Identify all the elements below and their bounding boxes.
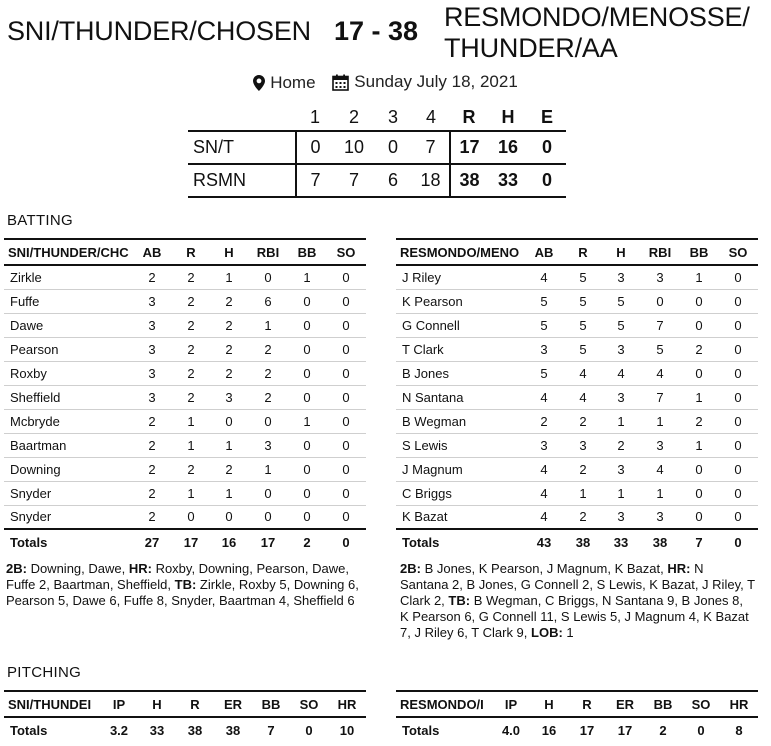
stat-cell: 4.0 (492, 717, 530, 742)
column-header: AB (132, 239, 172, 265)
stat-cell: 0 (326, 385, 366, 409)
column-header: ER (606, 691, 644, 717)
stat-cell: 2 (172, 265, 210, 289)
inning-score: 7 (334, 164, 374, 197)
player-name: S Lewis (396, 433, 524, 457)
stat-cell: 0 (288, 481, 326, 505)
player-row (396, 433, 758, 457)
stat-cell: 0 (172, 505, 210, 529)
stat-cell: 3 (248, 433, 288, 457)
pitching-totals-row (396, 717, 758, 742)
stat-cell: 7 (640, 313, 680, 337)
stat-cell: 0 (680, 481, 718, 505)
stat-cell: 0 (248, 505, 288, 529)
stat-cell: 3 (602, 457, 640, 481)
column-header: R (172, 239, 210, 265)
stat-cell: 2 (248, 337, 288, 361)
inning-score: 10 (334, 131, 374, 164)
stat-cell: 4 (524, 457, 564, 481)
player-row (4, 337, 366, 361)
stat-cell: 0 (288, 457, 326, 481)
stat-cell: 3 (132, 337, 172, 361)
player-name: J Riley (396, 265, 524, 289)
stat-cell: 0 (288, 337, 326, 361)
inning-score: 7 (412, 131, 450, 164)
stat-cell: 17 (172, 529, 210, 554)
stat-cell: 0 (210, 409, 248, 433)
stat-cell: 0 (718, 433, 758, 457)
stat-cell: 3 (132, 361, 172, 385)
pitching-table-away (396, 690, 758, 742)
column-header: BB (252, 691, 290, 717)
player-row (396, 409, 758, 433)
stat-cell: 2 (524, 409, 564, 433)
stat-cell: 27 (132, 529, 172, 554)
stat-cell: 1 (680, 265, 718, 289)
player-row (396, 457, 758, 481)
stat-cell: 0 (248, 409, 288, 433)
stat-cell: 2 (172, 361, 210, 385)
stat-cell: 3 (564, 433, 602, 457)
stat-cell: 2 (680, 337, 718, 361)
stat-cell: 5 (524, 361, 564, 385)
stat-cell: 0 (680, 505, 718, 529)
stat-cell: 7 (680, 529, 718, 554)
stat-cell: 17 (568, 717, 606, 742)
stat-cell: 3 (602, 337, 640, 361)
stat-cell: 3.2 (100, 717, 138, 742)
stat-cell: 3 (640, 265, 680, 289)
stat-cell: 1 (172, 433, 210, 457)
player-name: Roxby (4, 361, 132, 385)
column-header: HR (720, 691, 758, 717)
stat-cell: 4 (524, 481, 564, 505)
stat-cell: 6 (248, 289, 288, 313)
column-header: SO (326, 239, 366, 265)
final-score: 17 - 38 (334, 16, 419, 46)
game-header (0, 0, 771, 72)
stat-cell: 0 (248, 481, 288, 505)
batting-totals-row (4, 529, 366, 554)
stat-cell: 2 (132, 457, 172, 481)
player-name: T Clark (396, 337, 524, 361)
player-row (396, 505, 758, 529)
column-header: H (138, 691, 176, 717)
stat-cell: 0 (326, 289, 366, 313)
stat-cell: 3 (640, 433, 680, 457)
stat-cell: 1 (602, 409, 640, 433)
column-header: IP (492, 691, 530, 717)
stat-cell: 0 (680, 289, 718, 313)
player-row (4, 481, 366, 505)
pitching-totals-row (4, 717, 366, 742)
player-name: G Connell (396, 313, 524, 337)
stat-cell: 5 (524, 289, 564, 313)
stat-cell: 0 (718, 457, 758, 481)
player-row (4, 433, 366, 457)
stat-cell: 4 (524, 385, 564, 409)
stat-cell: 3 (602, 265, 640, 289)
stat-cell: 2 (288, 529, 326, 554)
player-row (396, 337, 758, 361)
stat-cell: 17 (248, 529, 288, 554)
column-header: R (176, 691, 214, 717)
stat-cell: 2 (644, 717, 682, 742)
note-text: B Jones, K Pearson, J Magnum, K Bazat, (420, 561, 668, 576)
stat-cell: 1 (564, 481, 602, 505)
stat-cell: 0 (680, 457, 718, 481)
column-header: H (210, 239, 248, 265)
column-header: BB (680, 239, 718, 265)
player-row (396, 385, 758, 409)
stat-cell: 4 (524, 505, 564, 529)
batting-notes-away (400, 561, 755, 641)
player-name: Mcbryde (4, 409, 132, 433)
stat-cell: 17 (606, 717, 644, 742)
player-row (396, 313, 758, 337)
stat-cell: 5 (564, 337, 602, 361)
stat-cell: 0 (718, 409, 758, 433)
stat-cell: 0 (718, 265, 758, 289)
linescore-team: RSMN (188, 164, 296, 197)
stat-cell: 7 (252, 717, 290, 742)
team-column-header: RESMONDO/I (396, 691, 492, 717)
batting-totals-row (396, 529, 758, 554)
stat-cell: 0 (682, 717, 720, 742)
player-name: Dawe (4, 313, 132, 337)
runs-header: R (462, 107, 476, 127)
stat-cell: 10 (328, 717, 366, 742)
note-label: 2B: (6, 561, 27, 576)
stat-cell: 5 (564, 289, 602, 313)
column-header: RBI (640, 239, 680, 265)
stat-cell: 5 (524, 313, 564, 337)
stat-cell: 0 (288, 505, 326, 529)
stat-cell: 0 (718, 529, 758, 554)
stat-cell: 1 (210, 433, 248, 457)
stat-cell: 0 (248, 265, 288, 289)
stat-cell: 38 (564, 529, 602, 554)
player-name: J Magnum (396, 457, 524, 481)
stat-cell: 3 (210, 385, 248, 409)
inning-score: 0 (374, 131, 412, 164)
stat-cell: 0 (680, 361, 718, 385)
stat-cell: 3 (602, 505, 640, 529)
totals-label: Totals (4, 717, 100, 742)
note-text: Zirkle, Roxby 5, Downing 6, Pearson 5, Dawe 6, Fuffe 8, Snyder, Baartman 4, Sheffield 6 (6, 577, 359, 608)
column-header: BB (644, 691, 682, 717)
player-row (4, 265, 366, 289)
player-row (396, 289, 758, 313)
note-label: 2B: (400, 561, 421, 576)
stat-cell: 0 (718, 337, 758, 361)
player-name: Zirkle (4, 265, 132, 289)
stat-cell: 0 (640, 289, 680, 313)
stat-cell: 3 (132, 385, 172, 409)
stat-cell: 2 (680, 409, 718, 433)
player-name: K Bazat (396, 505, 524, 529)
batting-notes-home (6, 561, 366, 609)
linescore-row-away (188, 164, 566, 197)
player-row (4, 289, 366, 313)
map-pin-icon (253, 75, 265, 91)
inning-header: 4 (425, 107, 436, 127)
note-label: TB: (174, 577, 197, 592)
note-text: Downing, Dawe, (26, 561, 129, 576)
runs-total: 38 (450, 164, 488, 197)
stat-cell: 3 (524, 337, 564, 361)
stat-cell: 2 (210, 313, 248, 337)
home-team-name: SNI/THUNDER/CHOSEN (7, 16, 311, 46)
stat-cell: 1 (640, 409, 680, 433)
player-row (4, 361, 366, 385)
stat-cell: 3 (132, 289, 172, 313)
column-header: SO (682, 691, 720, 717)
stat-cell: 0 (290, 717, 328, 742)
stat-cell: 1 (248, 313, 288, 337)
stat-cell: 0 (718, 289, 758, 313)
player-name: Fuffe (4, 289, 132, 313)
inning-score: 0 (296, 131, 334, 164)
player-name: Snyder (4, 481, 132, 505)
player-name: K Pearson (396, 289, 524, 313)
totals-label: Totals (396, 529, 524, 554)
stat-cell: 16 (530, 717, 568, 742)
column-header: ER (214, 691, 252, 717)
stat-cell: 2 (602, 433, 640, 457)
stat-cell: 0 (326, 433, 366, 457)
stat-cell: 1 (640, 481, 680, 505)
stat-cell: 0 (288, 361, 326, 385)
player-row (4, 313, 366, 337)
stat-cell: 1 (602, 481, 640, 505)
game-meta (0, 72, 771, 96)
stat-cell: 33 (602, 529, 640, 554)
stat-cell: 2 (132, 481, 172, 505)
stat-cell: 5 (640, 337, 680, 361)
stat-cell: 4 (564, 385, 602, 409)
team-column-header: SNI/THUNDER/CHC (4, 239, 132, 265)
stat-cell: 0 (326, 457, 366, 481)
stat-cell: 0 (718, 505, 758, 529)
stat-cell: 2 (210, 289, 248, 313)
player-row (396, 265, 758, 289)
stat-cell: 2 (210, 457, 248, 481)
stat-cell: 5 (564, 265, 602, 289)
inning-score: 18 (412, 164, 450, 197)
team-column-header: RESMONDO/MENO (396, 239, 524, 265)
note-label: HR: (667, 561, 691, 576)
stat-cell: 0 (718, 361, 758, 385)
away-team-name: RESMONDO/MENOSSE/ THUNDER/AA (444, 2, 750, 63)
column-header: H (530, 691, 568, 717)
stat-cell: 2 (172, 385, 210, 409)
stat-cell: 2 (132, 409, 172, 433)
stat-cell: 0 (288, 433, 326, 457)
pitching-section-title: PITCHING (7, 664, 82, 681)
note-text: N Santana 2, B Jones, G Connell 2, S Lewis, K Bazat, J Riley, T Clark 2, (400, 561, 755, 608)
column-header: SO (718, 239, 758, 265)
player-name: N Santana (396, 385, 524, 409)
player-row (4, 385, 366, 409)
stat-cell: 1 (248, 457, 288, 481)
stat-cell: 0 (718, 481, 758, 505)
column-header: AB (524, 239, 564, 265)
stat-cell: 0 (326, 409, 366, 433)
stat-cell: 2 (172, 289, 210, 313)
stat-cell: 7 (640, 385, 680, 409)
stat-cell: 3 (640, 505, 680, 529)
stat-cell: 2 (564, 505, 602, 529)
stat-cell: 2 (210, 337, 248, 361)
stat-cell: 4 (524, 265, 564, 289)
stat-cell: 38 (640, 529, 680, 554)
location (253, 73, 315, 93)
player-name: C Briggs (396, 481, 524, 505)
hits-header: H (501, 107, 515, 127)
batting-section-title: BATTING (7, 212, 73, 229)
stat-cell: 4 (564, 361, 602, 385)
stat-cell: 0 (326, 505, 366, 529)
stat-cell: 33 (138, 717, 176, 742)
player-name: Pearson (4, 337, 132, 361)
stat-cell: 1 (172, 409, 210, 433)
stat-cell: 0 (326, 337, 366, 361)
player-name: Snyder (4, 505, 132, 529)
stat-cell: 3 (524, 433, 564, 457)
hits-total: 16 (488, 131, 528, 164)
errors-total: 0 (528, 131, 566, 164)
column-header: IP (100, 691, 138, 717)
note-label: TB: (448, 593, 471, 608)
player-row (4, 505, 366, 529)
player-row (4, 457, 366, 481)
player-name: B Wegman (396, 409, 524, 433)
hits-total: 33 (488, 164, 528, 197)
stat-cell: 2 (248, 361, 288, 385)
stat-cell: 2 (172, 337, 210, 361)
stat-cell: 0 (326, 265, 366, 289)
player-name: Downing (4, 457, 132, 481)
column-header: R (564, 239, 602, 265)
stat-cell: 1 (680, 385, 718, 409)
column-header: BB (288, 239, 326, 265)
team-column-header: SNI/THUNDEI (4, 691, 100, 717)
stat-cell: 16 (210, 529, 248, 554)
stat-cell: 38 (214, 717, 252, 742)
batting-table-away (396, 238, 758, 554)
inning-header: 1 (309, 107, 320, 127)
stat-cell: 3 (602, 385, 640, 409)
stat-cell: 0 (288, 385, 326, 409)
pitching-table-home (4, 690, 366, 742)
linescore-row-home (188, 131, 566, 164)
column-header: HR (328, 691, 366, 717)
stat-cell: 38 (176, 717, 214, 742)
date (332, 72, 518, 92)
player-row (396, 481, 758, 505)
totals-label: Totals (4, 529, 132, 554)
stat-cell: 2 (564, 457, 602, 481)
stat-cell: 4 (640, 361, 680, 385)
errors-header: E (540, 107, 553, 127)
batting-table-home (4, 238, 366, 554)
inning-score: 6 (374, 164, 412, 197)
stat-cell: 0 (210, 505, 248, 529)
runs-total: 17 (450, 131, 488, 164)
calendar-icon (332, 74, 349, 91)
stat-cell: 2 (564, 409, 602, 433)
column-header: R (568, 691, 606, 717)
stat-cell: 0 (288, 313, 326, 337)
column-header: RBI (248, 239, 288, 265)
player-name: Baartman (4, 433, 132, 457)
linescore-team: SN/T (188, 131, 296, 164)
stat-cell: 43 (524, 529, 564, 554)
stat-cell: 0 (326, 361, 366, 385)
note-text: 1 (562, 625, 574, 640)
player-row (4, 409, 366, 433)
errors-total: 0 (528, 164, 566, 197)
stat-cell: 0 (326, 481, 366, 505)
stat-cell: 4 (640, 457, 680, 481)
stat-cell: 2 (248, 385, 288, 409)
stat-cell: 0 (718, 313, 758, 337)
stat-cell: 0 (288, 289, 326, 313)
stat-cell: 2 (172, 457, 210, 481)
linescore-table (188, 105, 566, 198)
inning-score: 7 (296, 164, 334, 197)
note-text: Roxby, Downing, Pearson, Dawe, Fuffe 2, Baartman, Sheffield, (6, 561, 349, 592)
column-header: H (602, 239, 640, 265)
stat-cell: 2 (132, 265, 172, 289)
stat-cell: 1 (680, 433, 718, 457)
inning-header: 2 (348, 107, 359, 127)
totals-label: Totals (396, 717, 492, 742)
stat-cell: 3 (132, 313, 172, 337)
stat-cell: 1 (172, 481, 210, 505)
stat-cell: 1 (288, 265, 326, 289)
date-label: Sunday July 18, 2021 (354, 72, 518, 91)
stat-cell: 2 (132, 505, 172, 529)
note-text: B Wegman, C Briggs, N Santana 9, B Jones 8, K Pearson 6, G Connell 11, S Lewis 5, J Magnum 4, K Bazat 7, J Riley 6, T Clark 9, (400, 593, 749, 640)
stat-cell: 4 (602, 361, 640, 385)
stat-cell: 0 (326, 529, 366, 554)
stat-cell: 0 (680, 313, 718, 337)
location-label: Home (270, 72, 316, 92)
stat-cell: 0 (718, 385, 758, 409)
stat-cell: 2 (132, 433, 172, 457)
stat-cell: 1 (210, 481, 248, 505)
stat-cell: 8 (720, 717, 758, 742)
stat-cell: 5 (564, 313, 602, 337)
inning-header: 3 (387, 107, 398, 127)
stat-cell: 1 (210, 265, 248, 289)
stat-cell: 2 (172, 313, 210, 337)
player-name: Sheffield (4, 385, 132, 409)
player-name: B Jones (396, 361, 524, 385)
player-row (396, 361, 758, 385)
stat-cell: 0 (326, 313, 366, 337)
stat-cell: 1 (288, 409, 326, 433)
note-label: LOB: (531, 625, 563, 640)
note-label: HR: (128, 561, 152, 576)
stat-cell: 2 (210, 361, 248, 385)
column-header: SO (290, 691, 328, 717)
stat-cell: 5 (602, 289, 640, 313)
stat-cell: 5 (602, 313, 640, 337)
